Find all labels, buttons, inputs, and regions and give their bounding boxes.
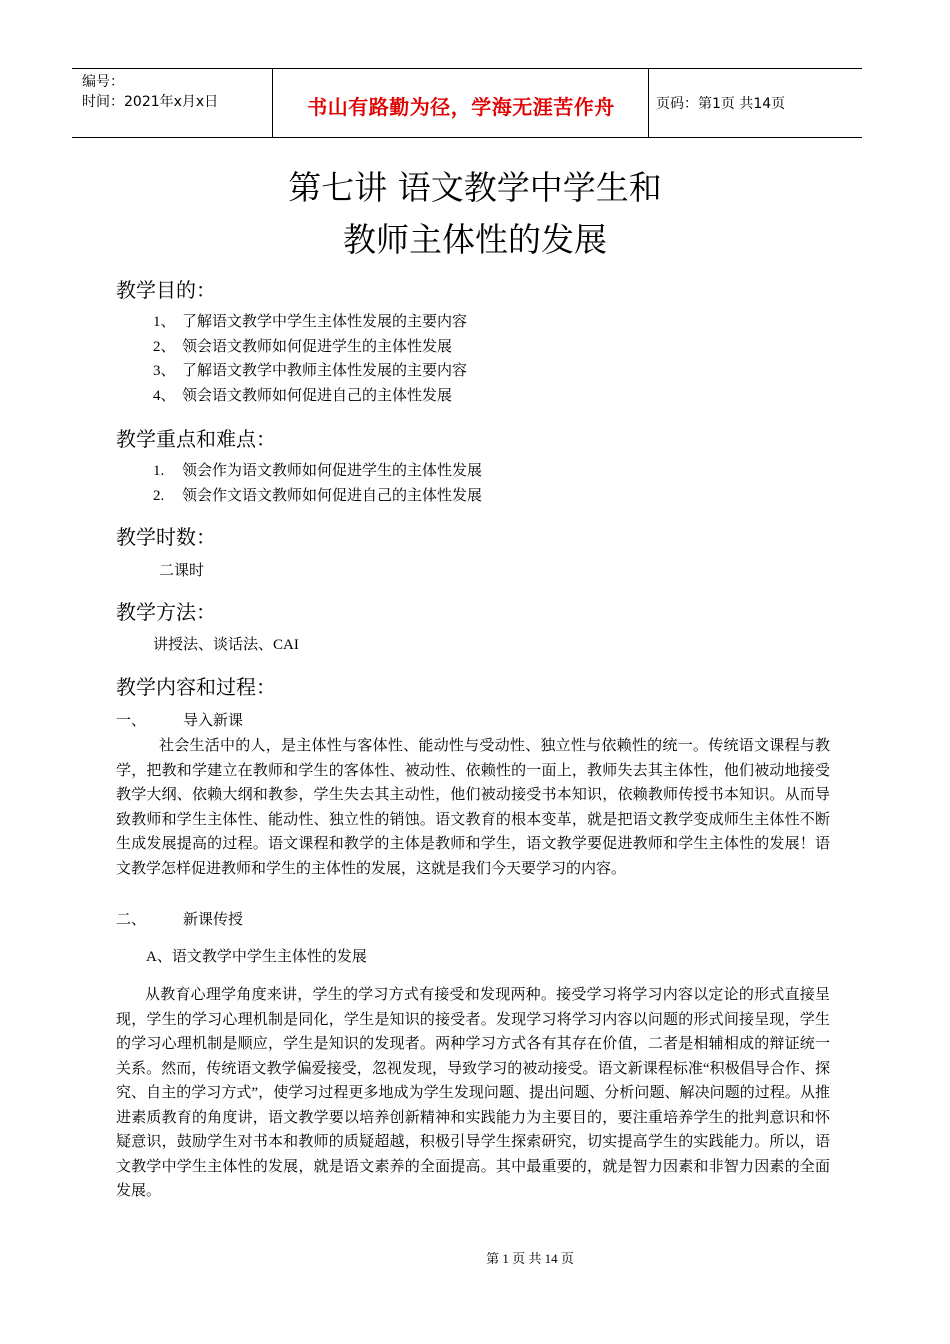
methods-value: 讲授法、谈话法、CAI (153, 637, 299, 653)
list-text: 了解语文教学中学生主体性发展的主要内容 (182, 314, 468, 330)
objective-item (153, 310, 467, 331)
list-number: 1. (153, 463, 165, 479)
page-footer: 第 1 页 共 14 页 (486, 1251, 574, 1266)
key-point-item (153, 484, 482, 505)
list-number: 2、 (153, 339, 176, 355)
document-title-line-1: 第七讲 语文教学中学生和 (288, 168, 662, 207)
list-text: 了解语文教学中教师主体性发展的主要内容 (182, 363, 468, 379)
page-header (72, 68, 862, 138)
header-divider (272, 69, 273, 137)
content-heading: 教学内容和过程： (116, 675, 276, 699)
document-date-label: 时间：2021年x月x日 (82, 94, 219, 110)
header-page-label: 页码：第1页 共14页 (656, 96, 786, 112)
section-title: 新课传授 (183, 912, 244, 928)
hours-heading: 教学时数： (116, 525, 216, 549)
methods-heading: 教学方法： (116, 600, 216, 624)
section-heading (116, 908, 243, 929)
intro-paragraph: 社会生活中的人，是主体性与客体性、能动性与受动性、独立性与依赖性的统一。传统语文课程与教学，把教和学建立在教师和学生的客体性、被动性、依赖性的一面上，教师失去其主体性，他们被动地接受教学大纲、依赖大纲和教参，学生失去其主动性，他们被动接受书本知识，依赖教师传授书本知识。从而导致教师和学生主体性、能动性、独立性的销蚀。语文教育的根本变革，就是把语文教学变成师生主体性不断生成发展提高的过程。语文课程和教学的主体是教师和学生，语文教学要促进教师和学生主体性的发展！语文教学怎样促进教师和学生的主体性的发展，这就是我们今天要学习的内容。 (116, 738, 830, 877)
key-points-heading: 教学重点和难点： (116, 427, 276, 451)
section-number: 二、 (116, 912, 147, 928)
list-text: 领会作为语文教师如何促进学生的主体性发展 (182, 463, 483, 479)
section-number: 一、 (116, 713, 147, 729)
body-paragraph: 从教育心理学角度来讲，学生的学习方式有接受和发现两种。接受学习将学习内容以定论的形式直接呈现，学生的学习心理机制是同化，学生是知识的接受者。发现学习将学习内容以问题的形式间接呈现，学生的学习心理机制是顺应，学生是知识的发现者。两种学习方式各有其存在价值，二者是相辅相成的辩证统一关系。然而，传统语文教学偏爱接受，忽视发现，导致学习的被动接受。语文新课程标准“积极倡导合作、探究、自主的学习方式”，使学习过程更多地成为学生发现问题、提出问题、分析问题、解决问题的过程。从推进素质教育的角度讲，语文教学要以培养创新精神和实践能力为主要目的，要注重培养学生的批判意识和怀疑意识，鼓励学生对书本和教师的质疑超越，积极引导学生探索研究，切实提高学生的实践能力。所以，语文教学中学生主体性的发展，就是语文素养的全面提高。其中最重要的，就是智力因素和非智力因素的全面发展。 (116, 987, 830, 1199)
list-number: 3、 (153, 363, 176, 379)
subsection-title: A、语文教学中学生主体性的发展 (146, 949, 367, 965)
objectives-heading: 教学目的： (116, 278, 216, 302)
list-number: 2. (153, 488, 165, 504)
objective-item (153, 335, 452, 356)
list-text: 领会语文教师如何促进自己的主体性发展 (182, 388, 453, 404)
list-number: 4、 (153, 388, 176, 404)
objective-item (153, 359, 467, 380)
objective-item (153, 384, 452, 405)
header-divider (648, 69, 649, 137)
key-point-item (153, 459, 482, 480)
document-title-line-2: 教师主体性的发展 (343, 220, 607, 259)
list-text: 领会作文语文教师如何促进自己的主体性发展 (182, 488, 483, 504)
section-title: 导入新课 (183, 713, 244, 729)
header-motto: 书山有路勤为径，学海无涯苦作舟 (307, 95, 615, 119)
list-text: 领会语文教师如何促进学生的主体性发展 (182, 339, 453, 355)
section-heading (116, 709, 243, 730)
document-number-label: 编号： (82, 74, 124, 90)
list-number: 1、 (153, 314, 176, 330)
hours-value: 二课时 (159, 563, 205, 579)
